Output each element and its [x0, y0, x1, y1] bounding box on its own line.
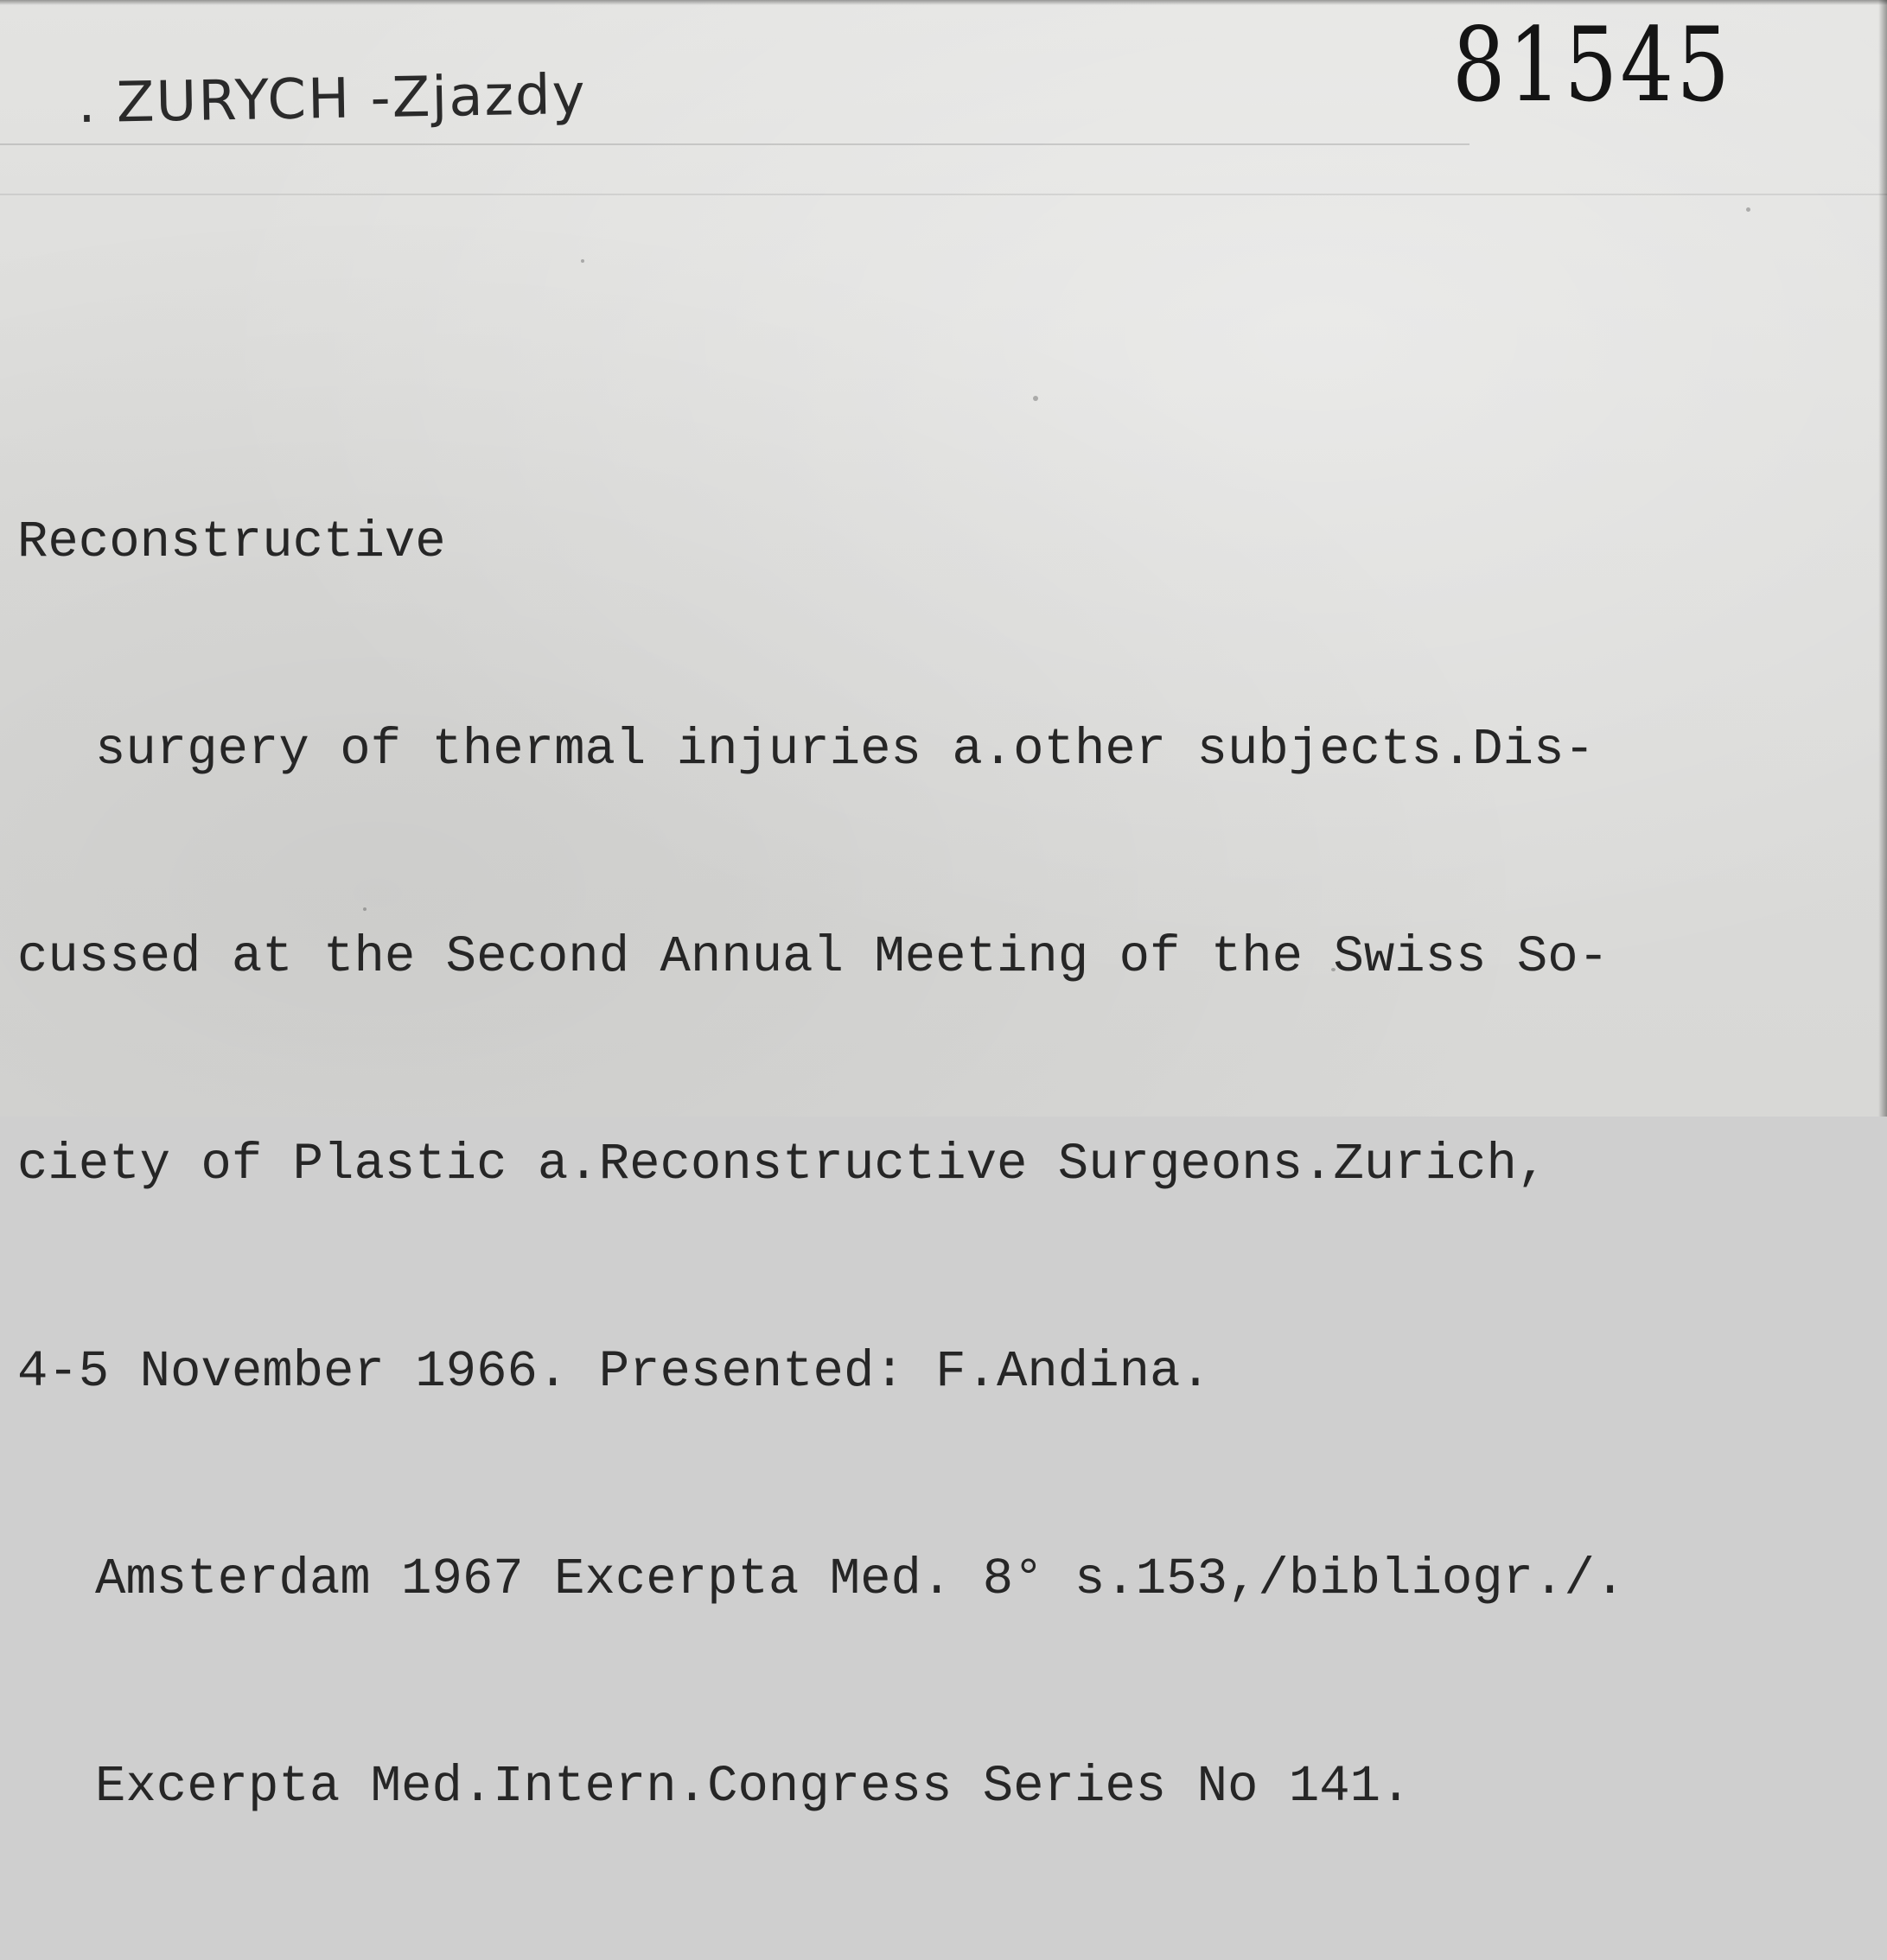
entry-line: ciety of Plastic a.Reconstructive Surgeons.Zurich,: [17, 1136, 1548, 1193]
bibliographic-entry: [17, 370, 1876, 1960]
card-number-stamp: 81545: [1452, 5, 1733, 124]
paper-speck: [1033, 396, 1038, 401]
entry-line: Amsterdam 1967 Excerpta Med. 8° s.153,/bibliogr./.: [95, 1550, 1626, 1608]
entry-line: surgery of thermal injuries a.other subjects.Dis-: [95, 721, 1595, 779]
paper-speck: [581, 259, 584, 263]
card-ruled-line: [0, 143, 1469, 145]
paper-speck: [363, 907, 367, 911]
entry-line: Excerpta Med.Intern.Congress Series No 141.: [95, 1758, 1412, 1816]
paper-speck: [1331, 968, 1336, 971]
card-ruled-line: [0, 194, 1887, 195]
handwritten-heading: . ZURYCH -Zjazdy: [77, 62, 588, 137]
entry-line: Reconstructive: [17, 513, 446, 571]
entry-line: 4-5 November 1966. Presented: F.Andina.: [17, 1343, 1211, 1401]
entry-line: cussed at the Second Annual Meeting of the Swiss So-: [17, 928, 1610, 986]
paper-speck: [1746, 207, 1750, 212]
